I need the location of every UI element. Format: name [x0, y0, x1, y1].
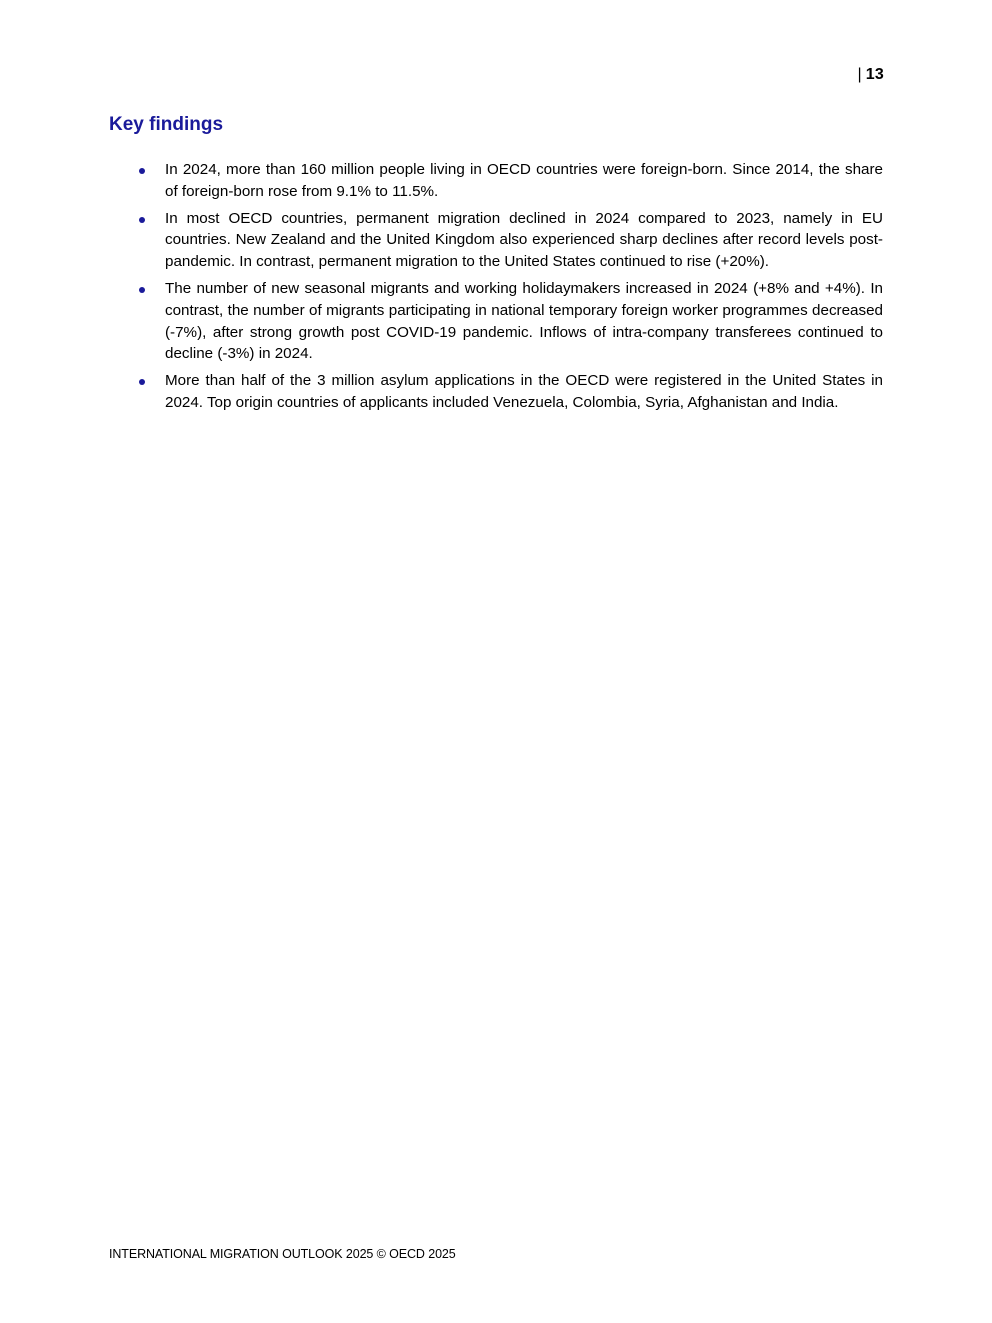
finding-text: More than half of the 3 million asylum applications in the OECD were registered in the United States in 2024. Top origin countries of applicants included Venezuela, Colombia, Syria, Afghanistan and India.: [165, 372, 883, 411]
page-footer: INTERNATIONAL MIGRATION OUTLOOK 2025 © OECD 2025: [109, 1247, 456, 1261]
list-item: [109, 278, 883, 365]
page-number-separator: |: [857, 66, 862, 83]
bullet-icon: [139, 217, 145, 223]
list-item: [109, 159, 883, 203]
bullet-icon: [139, 287, 145, 293]
page-number-value: 13: [865, 66, 884, 83]
finding-text: In most OECD countries, permanent migration declined in 2024 compared to 2023, namely in EU countries. New Zealand and the United Kingdom also experienced sharp declines after record levels post-pandemic. In contrast, permanent migration to the United States continued to rise (+20%).: [165, 209, 883, 271]
bullet-icon: [139, 168, 145, 174]
bullet-icon: [139, 379, 145, 385]
finding-text: In 2024, more than 160 million people living in OECD countries were foreign-born. Since 2014, the share of foreign-born rose from 9.1% to 11.5%.: [165, 161, 883, 200]
section-title: Key findings: [109, 114, 224, 135]
list-item: [109, 370, 883, 414]
key-findings-list: [109, 159, 883, 419]
finding-text: The number of new seasonal migrants and working holidaymakers increased in 2024 (+8% and +4%). In contrast, the number of migrants participating in national temporary foreign worker programmes decreased (-7%), after strong growth post COVID-19 pandemic. Inflows of intra-company transferees continued to decline (-3%) in 2024.: [165, 279, 883, 363]
list-item: [109, 208, 883, 273]
page-number: [857, 66, 884, 84]
